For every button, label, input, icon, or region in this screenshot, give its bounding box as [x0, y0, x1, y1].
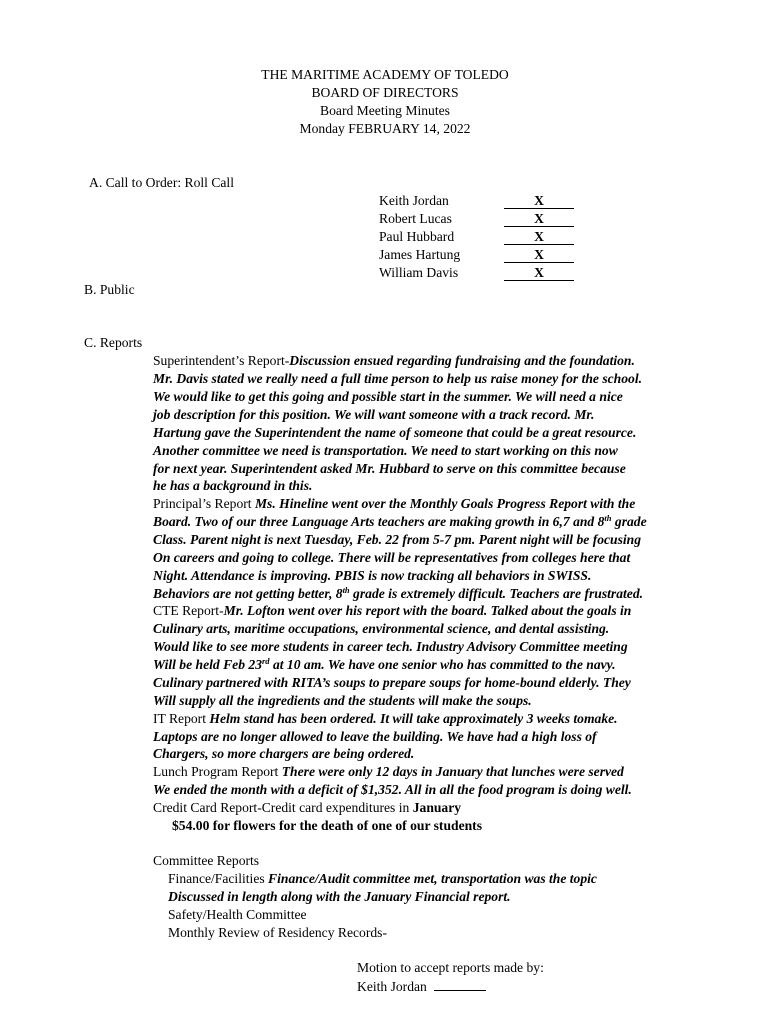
- report-text: Behaviors are not getting better, 8th grade is extremely difficult. Teachers are frustrated.: [153, 585, 644, 601]
- report-text: We ended the month with a deficit of $1,352. All in all the food program is doing well.: [153, 782, 632, 797]
- report-text: Will be held Feb 23rd at 10 am. We have one senior who has committed to the navy.: [153, 656, 616, 672]
- committee-heading: Committee Reports: [153, 853, 260, 868]
- expense-item: $54.00 for flowers for the death of one of our students: [172, 818, 482, 833]
- report-label: IT Report: [153, 711, 210, 726]
- report-text: Discussion ensued regarding fundraising and the foundation.: [289, 353, 635, 368]
- roll-call-mark: X: [504, 246, 574, 263]
- committee-label: Monthly Review of Residency Records-: [168, 925, 387, 940]
- report-text: Will supply all the ingredients and the students will make the soups.: [153, 693, 532, 708]
- roll-call-mark: X: [504, 264, 574, 281]
- report-label: Principal’s Report: [153, 496, 255, 511]
- org-name: THE MARITIME ACADEMY OF TOLEDO: [261, 67, 509, 82]
- roll-call-name: Keith Jordan: [379, 193, 449, 208]
- report-text: Night. Attendance is improving. PBIS is now tracking all behaviors in SWISS.: [153, 568, 592, 583]
- report-text: Another committee we need is transportation. We need to start working on this now: [153, 443, 618, 458]
- roll-call-name: Paul Hubbard: [379, 229, 455, 244]
- report-text: job description for this position. We will want someone with a track record. Mr.: [153, 407, 595, 422]
- report-text: he has a background in this.: [153, 478, 313, 493]
- report-month: January: [412, 800, 462, 815]
- report-text: Culinary arts, maritime occupations, environmental science, and dental assisting.: [153, 621, 610, 636]
- roll-call-name: William Davis: [379, 265, 459, 280]
- report-text: Chargers, so more chargers are being ordered.: [153, 746, 415, 761]
- report-text: There were only 12 days in January that lunches were served: [281, 764, 624, 779]
- report-text: On careers and going to college. There will be representatives from colleges here that: [153, 550, 631, 565]
- report-label: Credit Card Report-Credit card expenditures in: [153, 800, 413, 815]
- report-text: Mr. Davis stated we really need a full time person to help us raise money for the school.: [153, 371, 642, 386]
- report-text: for next year. Superintendent asked Mr. Hubbard to serve on this committee because: [153, 461, 626, 476]
- roll-call-mark: X: [504, 210, 574, 227]
- report-text: Ms. Hineline went over the Monthly Goals Progress Report with the: [254, 496, 636, 511]
- motion-blank: [434, 977, 486, 991]
- report-text: Hartung gave the Superintendent the name of someone that could be a great resource.: [153, 425, 637, 440]
- motion-name: Keith Jordan: [357, 979, 427, 994]
- board-name: BOARD OF DIRECTORS: [311, 85, 459, 100]
- report-text: Board. Two of our three Language Arts teachers are making growth in 6,7 and 8th grade: [153, 513, 647, 529]
- report-text: Would like to see more students in career tech. Industry Advisory Committee meeting: [153, 639, 628, 654]
- report-text: Mr. Lofton went over his report with the board. Talked about the goals in: [223, 603, 632, 618]
- roll-call-name: James Hartung: [379, 247, 461, 262]
- committee-label: Safety/Health Committee: [168, 907, 307, 922]
- report-label: Superintendent’s Report-: [153, 353, 290, 368]
- report-label: Lunch Program Report: [153, 764, 282, 779]
- report-label: CTE Report-: [153, 603, 224, 618]
- section-c-heading: C. Reports: [84, 335, 143, 350]
- report-text: Class. Parent night is next Tuesday, Feb. 22 from 5-7 pm. Parent night will be focusing: [153, 532, 642, 547]
- committee-text: Discussed in length along with the January Financial report.: [168, 889, 511, 904]
- report-text: Culinary partnered with RITA’s soups to prepare soups for home-bound elderly. They: [153, 675, 631, 690]
- section-a-heading: A. Call to Order: Roll Call: [89, 175, 234, 190]
- roll-call-mark: X: [504, 228, 574, 245]
- section-b-heading: B. Public: [84, 282, 135, 297]
- meeting-date: Monday FEBRUARY 14, 2022: [299, 121, 471, 136]
- motion-text: Motion to accept reports made by:: [357, 960, 544, 975]
- document-title: Board Meeting Minutes: [320, 103, 450, 118]
- roll-call-mark: X: [504, 192, 574, 209]
- roll-call-name: Robert Lucas: [379, 211, 452, 226]
- report-text: Laptops are no longer allowed to leave the building. We have had a high loss of: [153, 729, 597, 744]
- committee-label: Finance/Facilities: [168, 871, 269, 886]
- report-text: Helm stand has been ordered. It will take approximately 3 weeks tomake.: [209, 711, 618, 726]
- report-text: We would like to get this going and possible start in the summer. We will need a nice: [153, 389, 623, 404]
- committee-text: Finance/Audit committee met, transportation was the topic: [268, 871, 597, 886]
